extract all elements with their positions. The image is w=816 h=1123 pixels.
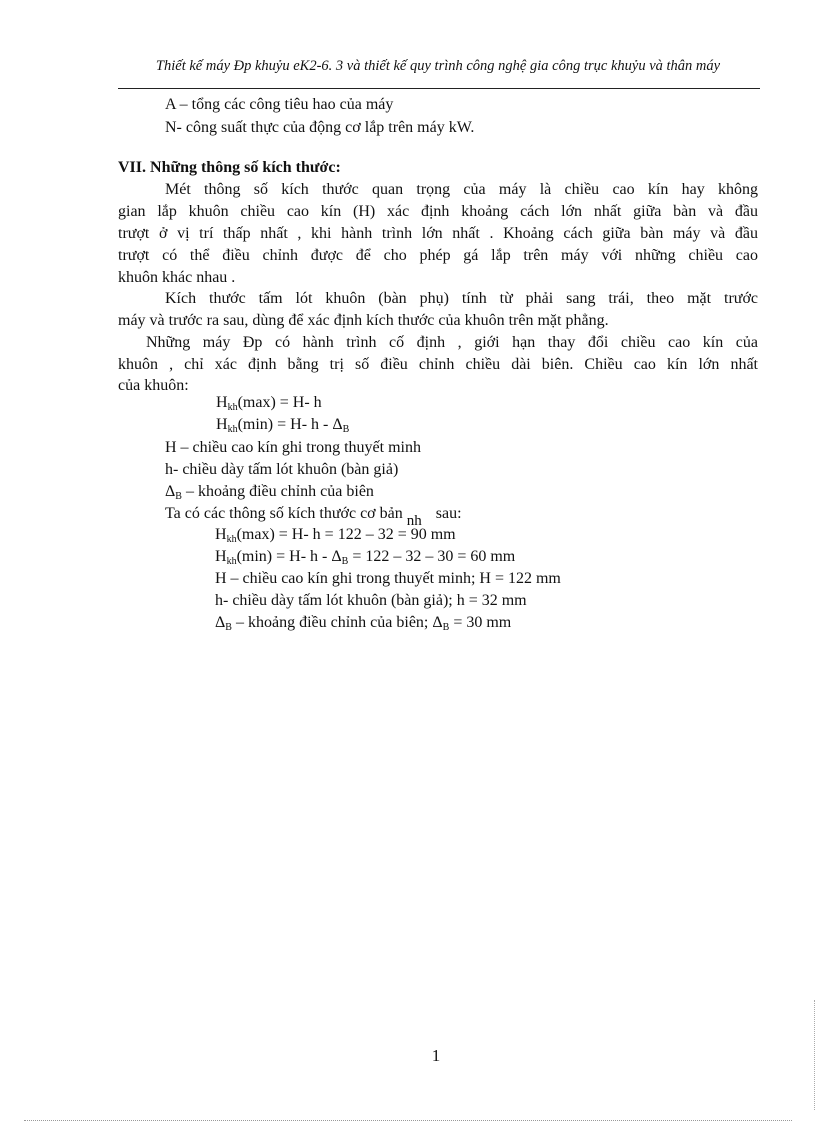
page-number: 1: [431, 1046, 441, 1065]
calc-hkh-max: $H_{kh}(\max) = H-$ h = 122 – 32 = 90 mm: [215, 526, 456, 545]
intro-line-a: A – tổng các công tiêu hao của máy: [165, 96, 394, 113]
calc-delta-b: $\Delta_B$ – khoảng điều chỉnh của biên; $\Delta_B = 30$ mm: [215, 614, 512, 633]
para3-line-3: của khuôn:: [118, 377, 189, 394]
formula-hkh-min: $H_{kh}(\min) = H-$ h - $\Delta_B$: [216, 416, 350, 435]
calc-H: H – chiều cao kín ghi trong thuyết minh; H = 122 mm: [215, 570, 561, 587]
para2-line-2: máy và trước ra sau, dùng để xác định kích thước của khuôn trên mặt phẳng.: [118, 312, 609, 329]
para2-line-1: Kích thước tấm lót khuôn (bàn phụ) tính từ phải sang trái, theo mặt trước: [165, 290, 758, 307]
page-edge-decoration: [808, 1000, 815, 1110]
running-header: Thiết kế máy Đp khuỷu eK2-6. 3 và thiết kế quy trình công nghệ gia công trục khuỷu và thân máy: [155, 58, 721, 74]
para1-line-1: Mét thông số kích thước quan trọng của máy là chiều cao kín hay không: [165, 181, 758, 198]
para1-line-2: gian lắp khuôn chiều cao kín (H) xác định khoảng cách lớn nhất giữa bàn và đầu: [118, 203, 758, 220]
header-rule: [118, 88, 760, 89]
calc-hkh-min: $H_{kh}(\min) = H-$ $h - \Delta_B = 122 - 32 - 30 = 60$ mm: [215, 548, 516, 567]
definition-H: H – chiều cao kín ghi trong thuyết minh: [165, 439, 421, 456]
basic-parameters-intro: Ta có các thông số kích thước cơ bản $_{nh}$ sau:: [165, 505, 462, 529]
definition-h: h- chiều dày tấm lót khuôn (bàn giả): [165, 461, 399, 478]
formula-hkh-max: $H_{kh}(\max) = H-$ h: [216, 394, 322, 413]
definition-delta-b: $\Delta_B$ – khoảng điều chỉnh của biên: [165, 483, 374, 502]
para1-line-3: trượt ở vị trí thấp nhất , khi hành trình lớn nhất . Khoảng cách giữa bàn máy và đầu: [118, 225, 758, 242]
para3-line-2: khuôn , chỉ xác định bằng trị số điều chỉnh chiều dài biên. Chiều cao kín lớn nhất: [118, 356, 758, 373]
calc-h: h- chiều dày tấm lót khuôn (bàn giả); h = 32 mm: [215, 592, 527, 609]
para3-line-1: Những máy Đp có hành trình cố định , giới hạn thay đổi chiều cao kín của: [146, 334, 758, 351]
para1-line-4: trượt có thể điều chỉnh được để cho phép gá lắp trên máy với những chiều cao: [118, 247, 758, 264]
section-heading: VII. Những thông số kích thước:: [118, 159, 341, 176]
intro-line-n: N- công suất thực của động cơ lắp trên máy kW.: [165, 119, 475, 136]
footer-rule: [24, 1120, 792, 1121]
para1-line-5: khuôn khác nhau .: [118, 269, 236, 286]
